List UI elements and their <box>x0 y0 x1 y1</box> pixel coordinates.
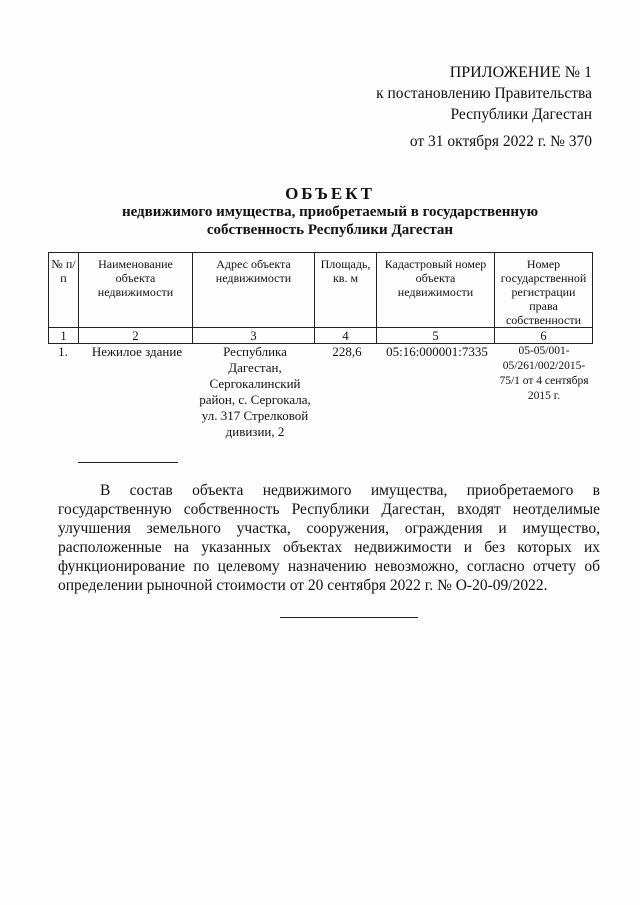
appendix-block <box>340 62 592 152</box>
column-header-registration: Номер государственной регистрации права собственности <box>495 253 593 328</box>
column-number: 6 <box>495 328 593 344</box>
row-name: Нежилое здание <box>91 344 183 359</box>
row-address: Республика Дагестан, Сергокалинский район, с. Сергокала, ул. 317 Стрелковой дивизии, 2 <box>199 344 311 439</box>
column-number: 1 <box>49 328 79 344</box>
column-header-name: Наименование объекта недвижимости <box>79 253 193 328</box>
end-divider <box>280 617 418 618</box>
column-header-number: № п/п <box>49 253 79 328</box>
footnote-divider <box>78 462 178 463</box>
row-cadastral: 05:16:000001:7335 <box>386 344 488 359</box>
document-subtitle-line-2: собственность Республики Дагестан <box>206 222 454 238</box>
column-number: 2 <box>79 328 193 344</box>
column-number: 4 <box>315 328 377 344</box>
appendix-line-3: от 31 октября 2022 г. № 370 <box>409 133 592 150</box>
column-header-area: Площадь, кв. м <box>315 253 377 328</box>
column-header-cadastral: Кадастровый номер объекта недвижимости <box>377 253 495 328</box>
appendix-line-2: Республики Дагестан <box>450 106 592 123</box>
row-registration: 05-05/001-05/261/002/2015-75/1 от 4 сентября 2015 г. <box>499 345 589 402</box>
column-header-address: Адрес объекта недвижимости <box>193 253 315 328</box>
row-number: 1. <box>58 344 68 359</box>
body-paragraph: В состав объекта недвижимого имущества, приобретаемого в государственную собственность Республики Дагестан, входят неотделимые улучшения земельного участка, сооружения, ограждения и имущество, расположенные на указанных объектах недвижимости и без которых их функционирование по целевому назначению невозможно, согласно отчету об определении рыночной стоимости от 20 сентября 2022 г. № О-20-09/2022. <box>58 482 600 594</box>
appendix-title: ПРИЛОЖЕНИЕ № 1 <box>449 64 592 81</box>
property-table <box>48 252 593 344</box>
column-number: 5 <box>377 328 495 344</box>
column-number-row <box>49 328 593 344</box>
column-number: 3 <box>193 328 315 344</box>
appendix-line-1: к постановлению Правительства <box>376 85 592 102</box>
document-subtitle <box>60 203 600 239</box>
table-header-row <box>49 253 593 328</box>
document-title: ОБЪЕКТ <box>285 184 375 203</box>
document-subtitle-line-1: недвижимого имущества, приобретаемый в государственную <box>121 204 539 220</box>
row-area: 228,6 <box>332 344 362 359</box>
